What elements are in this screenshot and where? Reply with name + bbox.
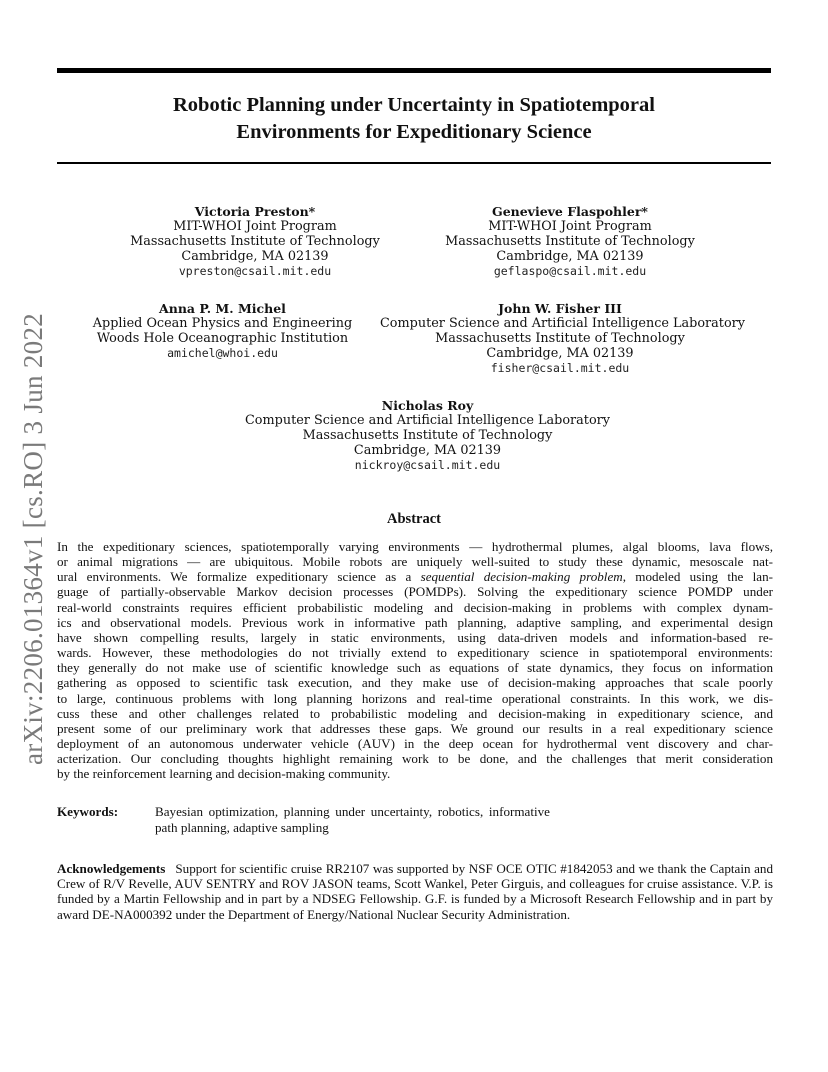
- author-email: vpreston@csail.mit.edu: [178, 264, 332, 278]
- abstract-line: acterization. Our concluding thoughts highlight remaining work to be done, and the challenges that merit consideration: [57, 751, 773, 767]
- abstract-line: guage of partially-observable Markov decision processes (POMDPs). Solving the expeditionary science POMDP under: [57, 584, 773, 600]
- author-name: Genevieve Flaspohler*: [492, 204, 648, 219]
- arxiv-identifier-stamp: arXiv:2206.01364v1 [cs.RO] 3 Jun 2022: [18, 312, 48, 765]
- author-affiliation: Cambridge, MA 02139: [496, 249, 644, 264]
- author-affiliation: MIT-WHOI Joint Program: [173, 219, 337, 234]
- author-email: geflaspo@csail.mit.edu: [493, 264, 647, 278]
- abstract-line: gathering as opposed to scientific task execution, and they make use of decision-making approaches that scale poorly: [57, 675, 773, 691]
- abstract-italic-phrase: sequential decision-making problem: [420, 569, 623, 585]
- author-email: fisher@csail.mit.edu: [490, 361, 630, 375]
- author-name: Anna P. M. Michel: [159, 301, 286, 316]
- acknowledgements-label: Acknowledgements: [57, 861, 166, 876]
- abstract-line: present some of our preliminary work that addresses these gaps. We ground our results in a real expeditionary science: [57, 720, 773, 736]
- abstract-line-lead: ural environments. We formalize expeditionary science as a: [57, 569, 412, 585]
- paper-title: [57, 92, 771, 146]
- author-affiliation: Computer Science and Artificial Intelligence Laboratory: [380, 316, 745, 331]
- author-block-preston: [115, 204, 395, 279]
- author-affiliation: Massachusetts Institute of Technology: [130, 234, 380, 249]
- title-top-rule: [57, 68, 771, 73]
- abstract-line: cuss these and other challenges related to probabilistic modeling and decision-making in expeditionary science, and: [57, 705, 773, 721]
- author-affiliation: Massachusetts Institute of Technology: [445, 234, 695, 249]
- author-affiliation: Applied Ocean Physics and Engineering: [92, 316, 353, 331]
- author-affiliation: Cambridge, MA 02139: [353, 443, 502, 458]
- author-affiliation: Massachusetts Institute of Technology: [435, 331, 685, 346]
- abstract-line: to large, continuous problems with long planning horizons and real-time operational constraints. In this work, we dis-: [57, 690, 773, 706]
- title-line-2: Environments for Expeditionary Science: [236, 121, 592, 143]
- abstract-line: ics and observational models. Previous work in informative path planning, adaptive sampling, and experimental design: [57, 614, 773, 630]
- title-line-1: Robotic Planning under Uncertainty in Spatiotemporal: [173, 94, 655, 116]
- acknowledgements-text: Support for scientific cruise RR2107 was supported by NSF OCE OTIC #1842053 and we thank the Captain and Crew of R/V Revelle, AUV SENTRY and ROV JASON teams, Scott Wankel, Peter Girguis, and colleagues for cruise assistance. V.P. is funded by a Martin Fellowship and in part by a NDSEG Fellowship. G.F. is funded by a Microsoft Research Fellowship and in part by award DE-NA000392 under the Department of Energy/National Nuclear Security Administration.: [57, 861, 773, 922]
- abstract-line: have shown compelling results, largely in static environments, using data-driven models and information-based re-: [57, 629, 773, 645]
- author-affiliation: Woods Hole Oceanographic Institution: [96, 331, 349, 346]
- author-block-michel: [90, 301, 355, 361]
- author-block-flaspohler: [430, 204, 710, 279]
- author-affiliation: Computer Science and Artificial Intelligence Laboratory: [245, 413, 610, 428]
- abstract-line: wards. However, these methodologies do not trivially extend to expeditionary science in spatiotemporal environments:: [57, 645, 773, 661]
- abstract-line: real-world constraints requires efficient probabilistic modeling and decision-making in problems with complex dynam-: [57, 599, 773, 615]
- abstract-body: [57, 539, 773, 782]
- abstract-line: In the expeditionary sciences, spatiotemporally varying environments — hydrothermal plumes, algal blooms, lava flows,: [57, 539, 773, 554]
- keywords-label: Keywords:: [57, 804, 119, 819]
- author-email: amichel@whoi.edu: [167, 346, 278, 360]
- abstract-heading: Abstract: [387, 511, 441, 527]
- abstract-line-with-italic: [57, 569, 773, 584]
- abstract-line: they generally do not make use of scientific knowledge such as equations of state dynamics, they focus on information: [57, 660, 773, 676]
- acknowledgements-section: [57, 861, 773, 922]
- author-name: Victoria Preston*: [194, 204, 316, 219]
- author-affiliation: Massachusetts Institute of Technology: [302, 428, 553, 443]
- abstract-line-tail: , modeled using the lan-: [622, 569, 773, 585]
- title-bottom-rule: [57, 162, 771, 164]
- keywords-text: Bayesian optimization, planning under uncertainty, robotics, informative path planning, adaptive sampling: [155, 804, 550, 835]
- author-name: John W. Fisher III: [498, 301, 622, 316]
- abstract-line: or animal migrations — are ubiquitous. Mobile robots are uniquely well-suited to study these dynamic, mesoscale nat-: [57, 554, 773, 570]
- author-affiliation: Cambridge, MA 02139: [486, 346, 634, 361]
- author-affiliation: MIT-WHOI Joint Program: [488, 219, 652, 234]
- author-email: nickroy@csail.mit.edu: [354, 458, 501, 472]
- abstract-line: deployment of an autonomous underwater vehicle (AUV) in the deep ocean for hydrothermal vent discovery and char-: [57, 736, 773, 752]
- author-affiliation: Cambridge, MA 02139: [181, 249, 329, 264]
- author-name: Nicholas Roy: [381, 398, 474, 413]
- author-block-roy: [200, 398, 655, 473]
- author-block-fisher: [380, 301, 745, 376]
- abstract-line: by the reinforcement learning and decision-making community.: [57, 766, 391, 782]
